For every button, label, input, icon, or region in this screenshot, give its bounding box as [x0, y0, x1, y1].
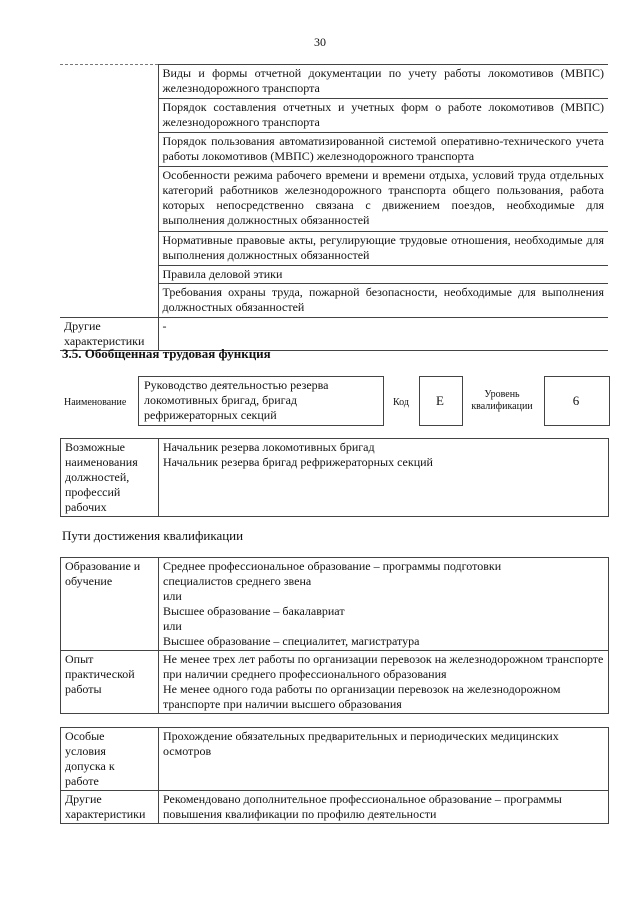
education-values [159, 558, 609, 651]
experience-label: Опыт практической работы [61, 651, 159, 714]
knowledge-item: Требования охраны труда, пожарной безопасности, необходимые для выполнения должностных обязанностей [158, 284, 608, 318]
knowledge-item: Правила деловой этики [158, 266, 608, 284]
qualification-table [60, 557, 609, 714]
education-line: Высшее образование – бакалавриат [163, 604, 345, 618]
conditions-table [60, 727, 609, 824]
knowledge-item: Особенности режима рабочего времени и времени отдыха, условий труда отдельных категорий работников железнодорожного транспорта общего пользования, работа которых непосредственно связана с движением поездов, необходимые для выполнения должностных обязанностей [158, 167, 608, 232]
other-characteristics-value: - [158, 318, 608, 351]
other-characteristics-label: Другие характеристики [61, 791, 159, 824]
paths-heading: Пути достижения квалификации [62, 528, 244, 543]
knowledge-item: Виды и формы отчетной документации по учету работы локомотивов (МВПС) железнодорожного транспорта [158, 65, 608, 99]
positions-values [159, 439, 609, 517]
knowledge-item: Порядок составления отчетных и учетных форм о работе локомотивов (МВПС) железнодорожного транспорта [158, 99, 608, 133]
knowledge-table [60, 64, 608, 351]
education-label: Образование и обучение [61, 558, 159, 651]
code-value: E [436, 393, 444, 408]
name-label: Наименование [64, 397, 127, 408]
name-value: Руководство деятельностью резерва локомотивных бригад, бригад рефрижераторных секций [144, 378, 329, 422]
education-line: или [163, 589, 182, 603]
positions-table [60, 438, 609, 517]
knowledge-label-cell [60, 65, 158, 318]
special-conditions-value: Прохождение обязательных предварительных и периодических медицинских осмотров [159, 728, 609, 791]
other-characteristics-value: Рекомендовано дополнительное профессиональное образование – программы повышения квалификации по профилю деятельности [159, 791, 609, 824]
code-label: Код [393, 397, 409, 408]
education-line: Высшее образование – специалитет, магистратура [163, 634, 420, 648]
education-line: Среднее профессиональное образование – программы подготовки специалистов среднего звена [163, 559, 502, 588]
experience-values [159, 651, 609, 714]
position-item: Начальник резерва локомотивных бригад [163, 440, 375, 454]
knowledge-item: Нормативные правовые акты, регулирующие трудовые отношения, необходимые для выполнения должностных обязанностей [158, 232, 608, 266]
experience-line: Не менее трех лет работы по организации перевозок на железнодорожном транспорте при наличии среднего профессионального образования [163, 652, 604, 681]
other-characteristics-label: Другие характеристики [60, 318, 158, 351]
page-number: 30 [314, 35, 326, 49]
position-item: Начальник резерва бригад рефрижераторных секций [163, 455, 433, 469]
special-conditions-label: Особые условия допуска к работе [61, 728, 159, 791]
education-line: или [163, 619, 182, 633]
level-value: 6 [572, 393, 580, 408]
section-heading: 3.5. Обобщенная трудовая функция [62, 346, 271, 361]
experience-line: Не менее одного года работы по организации перевозок на железнодорожном транспорте при наличии высшего образования [163, 682, 561, 711]
knowledge-item: Порядок пользования автоматизированной системой оперативно-технического учета работы локомотивов (МВПС) железнодорожного транспорта [158, 133, 608, 167]
positions-label: Возможные наименования должностей, профессий рабочих [61, 439, 159, 517]
level-label: Уровень квалификации [471, 389, 533, 412]
